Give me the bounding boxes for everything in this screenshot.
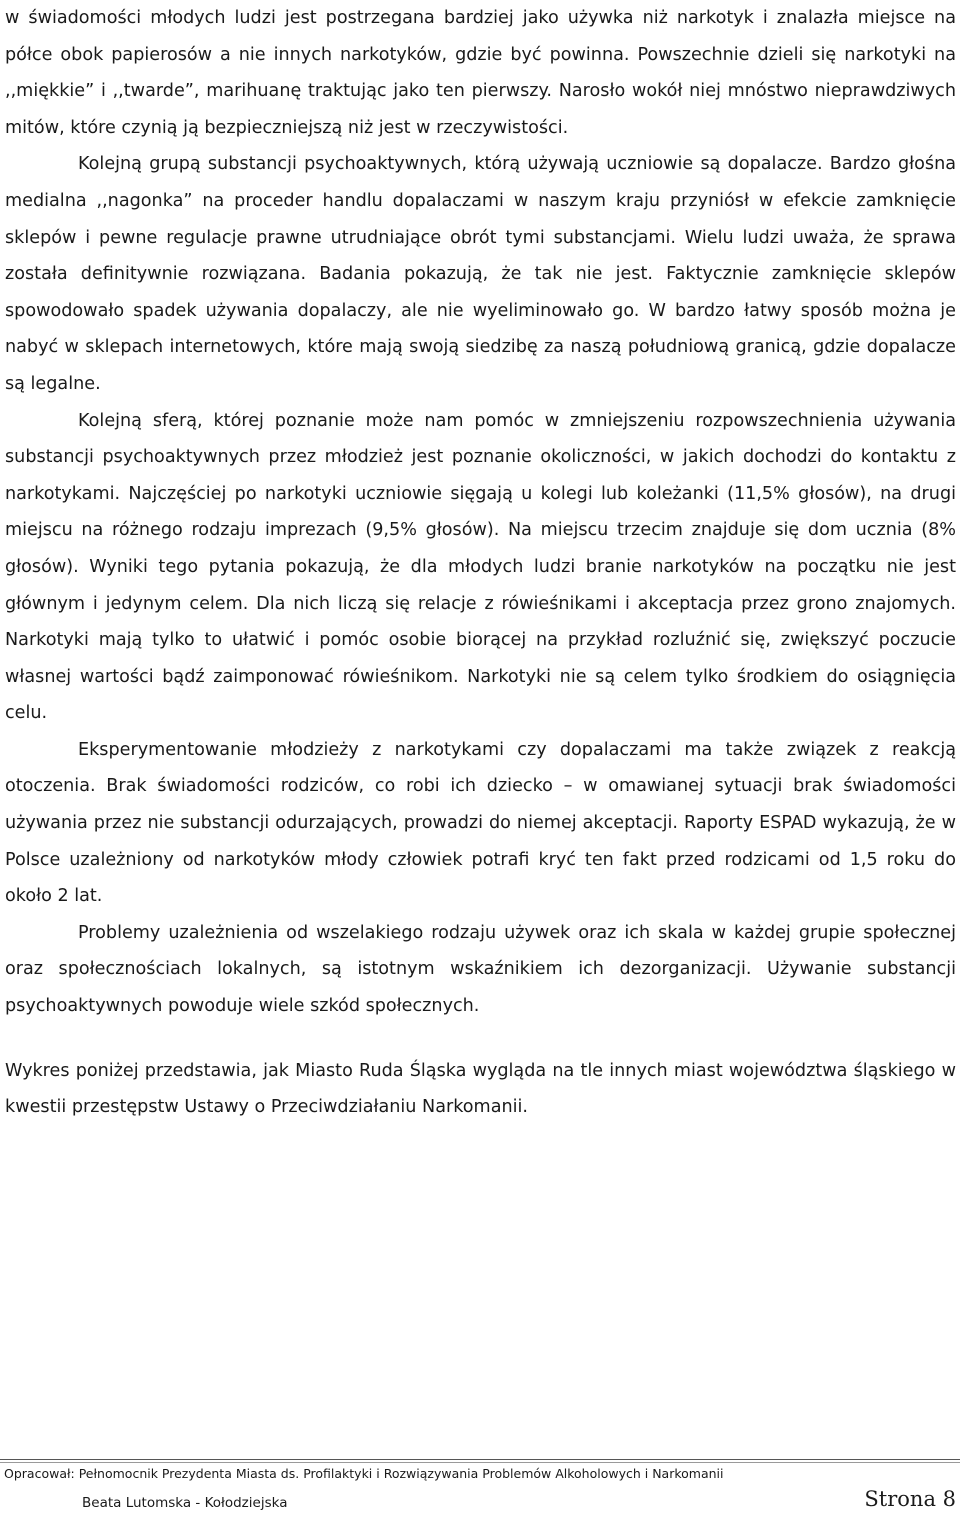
- document-body: [5, 0, 956, 1126]
- paragraph-problemy: Problemy uzależnienia od wszelakiego rodzaju używek oraz ich skala w każdej grupie społecznej oraz społecznościach lokalnych, są istotnym wskaźnikiem ich dezorganizacji. Używanie substancji psychoaktywnych powoduje wiele szkód społecznych.: [5, 922, 956, 1017]
- paragraph-wykres-intro: Wykres poniżej przedstawia, jak Miasto Ruda Śląska wygląda na tle innych miast województwa śląskiego w kwestii przestępstw Ustawy o Przeciwdziałaniu Narkomanii.: [5, 1060, 956, 1118]
- paragraph-eksperymentowanie: Eksperymentowanie młodzieży z narkotykami czy dopalaczami ma także związek z reakcją otoczenia. Brak świadomości rodziców, co robi ich dziecko – w omawianej sytuacji brak świadomości używania przez nie substancji odurzających, prowadzi do niemej akceptacji. Raporty ESPAD wykazują, że w Polsce uzależniony od narkotyków młody człowiek potrafi kryć ten fakt przed rodzicami od 1,5 roku do około 2 lat.: [5, 739, 956, 907]
- paragraph-dopalacze: Kolejną grupą substancji psychoaktywnych, którą używają uczniowie są dopalacze. Bardzo głośna medialna ,,nagonka” na proceder handlu dopalaczami w naszym kraju przyniósł w efekcie zamknięcie sklepów i pewne regulacje prawne utrudniające obrót tymi substancjami. Wielu ludzi uważa, że sprawa została definitywnie rozwiązana. Badania pokazują, że tak nie jest. Faktycznie zamknięcie sklepów spowodowało spadek używania dopalaczy, ale nie wyeliminowało go. W bardzo łatwy sposób można je nabyć w sklepach internetowych, które mają swoją siedzibę za naszą południową granicą, gdzie dopalacze są legalne.: [5, 154, 956, 394]
- footer-author: Beata Lutomska - Kołodziejska: [82, 1495, 288, 1511]
- footer-organization: Opracował: Pełnomocnik Prezydenta Miasta ds. Profilaktyki i Rozwiązywania Problemów Alkoholowych i Narkomanii: [4, 1466, 724, 1481]
- page-number: Strona 8: [864, 1487, 956, 1511]
- paragraph-okolicznosci: Kolejną sferą, której poznanie może nam pomóc w zmniejszeniu rozpowszechnienia używania substancji psychoaktywnych przez młodzież jest poznanie okoliczności, w jakich dochodzi do kontaktu z narkotykami. Najczęściej po narkotyki uczniowie sięgają u kolegi lub koleżanki (11,5% głosów), na drugi miejscu na różnego rodzaju imprezach (9,5% głosów). Na miejscu trzecim znajduje się dom ucznia (8% głosów). Wyniki tego pytania pokazują, że dla młodych ludzi branie narkotyków na początku nie jest głównym i jedynym celem. Dla nich liczą się relacje z rówieśnikami i akceptacja przez grono znajomych. Narkotyki mają tylko to ułatwić i pomóc osobie biorącej na przykład rozluźnić się, zwiększyć poczucie własnej wartości bądź zaimponować rówieśnikom. Narkotyki nie są celem tylko środkiem do osiągnięcia celu.: [5, 410, 956, 724]
- paragraph-marihuana: w świadomości młodych ludzi jest postrzegana bardziej jako używka niż narkotyk i znalazła miejsce na półce obok papierosów a nie innych narkotyków, gdzie być powinna. Powszechnie dzieli się narkotyki na ,,miękkie” i ,,twarde”, marihuanę traktując jako ten pierwszy. Narosło wokół niej mnóstwo nieprawdziwych mitów, które czynią ją bezpieczniejszą niż jest w rzeczywistości.: [5, 8, 956, 138]
- footer-divider-secondary: [0, 1462, 960, 1463]
- footer-divider: [0, 1459, 960, 1460]
